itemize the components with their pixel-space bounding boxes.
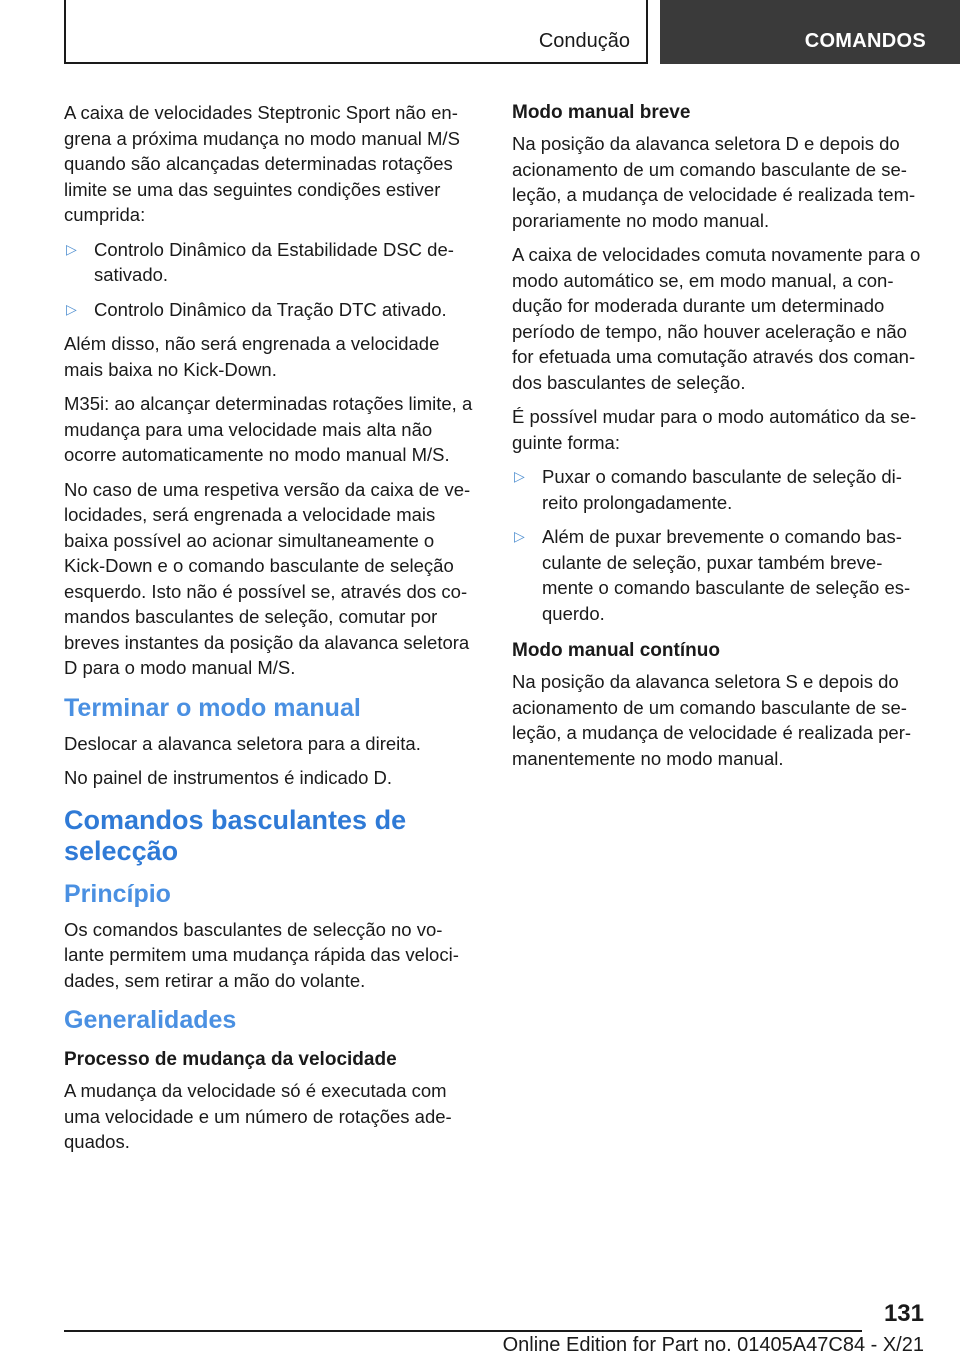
paragraph: No painel de instrumentos é indicado D. [64, 767, 393, 788]
footer-divider [64, 1330, 862, 1332]
header-section-box [64, 0, 648, 64]
paragraph: M35i: ao alcançar determinadas rotações limite, a mudança para uma velocidade mais alta não ocorre automaticamente no modo manual M/S. [64, 393, 473, 465]
heading-comandos-basculantes: Comandos basculantes de selecção [64, 804, 407, 866]
triangle-bullet-icon: ▷ [66, 300, 77, 317]
paragraph: Além disso, não será engrenada a velocidade mais baixa no Kick-Down. [64, 333, 440, 380]
right-column [512, 100, 926, 780]
header-section-title: Condução [538, 30, 630, 52]
heading-terminar-modo-manual: Terminar o modo manual [64, 693, 361, 722]
list-item [64, 237, 478, 288]
heading-generalidades: Generalidades [64, 1006, 237, 1034]
left-column [64, 100, 478, 1164]
heading-processo-mudanca: Processo de mudança da velocidade [64, 1049, 397, 1070]
heading-modo-manual-breve: Modo manual breve [512, 102, 691, 123]
paragraph: Na posição da alavanca seletora D e depois do acionamento de um comando basculante de se-leção, a mudança de velocidade é realizada tem-porariamente no modo manual. [512, 133, 916, 231]
paragraph: Deslocar a alavanca seletora para a direita. [64, 732, 421, 754]
paragraph: A mudança da velocidade só é executada com uma velocidade e um número de rotações ade-quados. [64, 1080, 452, 1152]
paragraph: No caso de uma respetiva versão da caixa de ve-locidades, será engrenada a velocidade mais baixa possível ao acionar simultaneamente o Kick-Down e o comando basculante de seleção esquerdo. Isto não é possível se, através dos co-mandos basculantes de seleção, comutar por breves instantes da posição da alavanca seletora D para o modo manual M/S. [64, 478, 471, 678]
page-number: 131 [883, 1300, 924, 1327]
paragraph: Na posição da alavanca seletora S e depois do acionamento de um comando basculante de se-leção, a mudança de velocidade é realizada per-manentemente no modo manual. [512, 671, 912, 769]
list-item-text: Além de puxar brevemente o comando bas-culante de seleção, puxar também breve-mente o comando basculante de seleção es-querdo. [542, 526, 911, 624]
paragraph: É possível mudar para o modo automático da se-guinte forma: [512, 406, 917, 453]
bullet-list [64, 237, 478, 323]
heading-principio: Princípio [64, 879, 171, 908]
list-item [64, 297, 478, 323]
list-item [512, 524, 926, 626]
list-item-text: Puxar o comando basculante de seleção di-reito prolongadamente. [542, 466, 902, 513]
header-chapter-box [660, 0, 960, 64]
paragraph: Os comandos basculantes de selecção no vo-lante permitem uma mudança rápida das veloci-dades, sem retirar a mão do volante. [64, 918, 459, 991]
list-item-text: Controlo Dinâmico da Estabilidade DSC de-sativado. [94, 238, 454, 285]
footer-edition-text: Online Edition for Part no. 01405A47C84 - X/21 [502, 1334, 924, 1356]
triangle-bullet-icon: ▷ [514, 528, 525, 544]
paragraph: A caixa de velocidades Steptronic Sport não en-grena a próxima mudança no modo manual M/S quando são alcançadas determinadas rotações limite se uma das seguintes condições estiver cumprida: [64, 102, 460, 225]
heading-modo-manual-continuo: Modo manual contínuo [512, 640, 720, 661]
triangle-bullet-icon: ▷ [66, 240, 77, 257]
list-item-text: Controlo Dinâmico da Tração DTC ativado. [94, 298, 447, 320]
paragraph: A caixa de velocidades comuta novamente para o modo automático se, em modo manual, a con-dução for moderada durante um determinado período de tempo, não houver aceleração e não for efetuada uma comutação através dos coman-dos basculantes de seleção. [512, 244, 921, 393]
header-chapter-title: COMANDOS [804, 30, 926, 52]
triangle-bullet-icon: ▷ [514, 468, 525, 484]
list-item [512, 464, 926, 515]
bullet-list [512, 464, 926, 626]
